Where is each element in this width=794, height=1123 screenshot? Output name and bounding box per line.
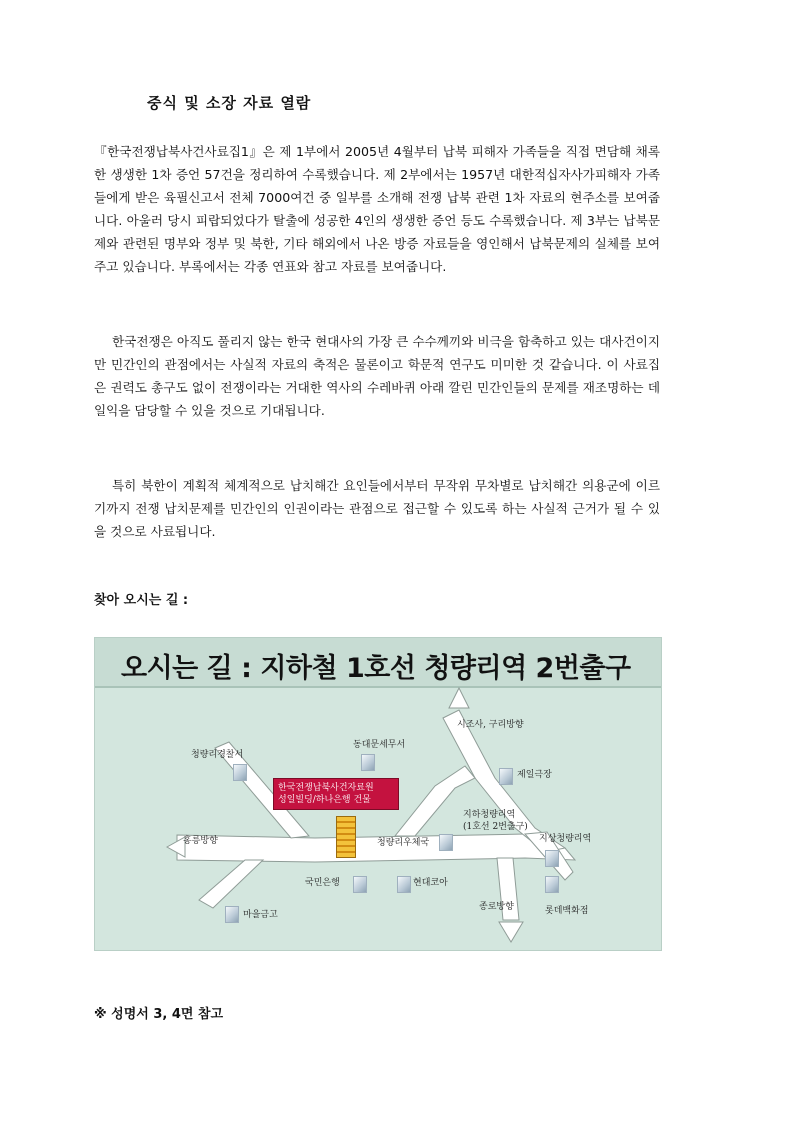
- arrow-north-icon: [449, 688, 469, 708]
- southwest-road: [199, 860, 263, 908]
- label-ground-station: 지상청량리역: [539, 834, 592, 844]
- building-icon: [545, 876, 559, 893]
- label-hongneung: 홍릉방향: [183, 836, 218, 846]
- label-subway-station: 지하청량리역: [463, 810, 516, 820]
- arrow-south-icon: [499, 922, 523, 942]
- callout-line-1: 한국전쟁납북사건자료원: [278, 783, 374, 793]
- label-saemaeul: 마을금고: [243, 910, 278, 920]
- building-icon: [361, 754, 375, 771]
- callout-line-2: 성일빌딩/하나은행 건물: [278, 795, 371, 805]
- building-icon: [499, 768, 513, 785]
- label-jongno: 종로방향: [479, 902, 514, 912]
- paragraph-3: 특히 북한이 계획적 체계적으로 납치해간 요인들에서부터 무작위 무차별로 납치해간 의용군에 이르기까지 전쟁 납치문제를 민간인의 인권이라는 관점으로 접근할 수 있도록 하는 사실적 근거가 될 수 있을 것으로 사료됩니다.: [94, 478, 660, 539]
- building-icon: [545, 850, 559, 867]
- label-jeil-theater: 제일극장: [517, 770, 552, 780]
- directions-map: [94, 637, 662, 951]
- map-title: 오시는 길 : 지하철 1호선 청량리역 2번출구: [121, 653, 631, 684]
- building-icon: [397, 876, 411, 893]
- building-icon: [233, 764, 247, 781]
- main-road: [177, 834, 575, 862]
- directions-label: 찾아 오시는 길 :: [94, 593, 189, 608]
- label-sijosa: 시조사, 구리방향: [457, 720, 524, 730]
- label-lotte: 롯데백화점: [545, 906, 589, 916]
- building-icon: [353, 876, 367, 893]
- label-cheongnyangni-police: 청량리경찰서: [191, 750, 244, 760]
- destination-callout: [273, 778, 399, 810]
- page-heading: 중식 및 소장 자료 열람: [147, 94, 312, 112]
- label-hyundai-coa: 현대코아: [413, 878, 448, 888]
- destination-building-icon: [336, 816, 356, 858]
- paragraph-1: 『한국전쟁납북사건사료집1』은 제 1부에서 2005년 4월부터 납북 피해자 가족들을 직접 면담해 채록한 생생한 1차 증언 57건을 정리하여 수록했습니다. 제 2부에서는 1957년 대한적십자사가피해자 가족들에게 받은 육필신고서 전체 7000여건 중 일부를 소개해 전쟁 납북 관련 1차 자료의 현주소를 보여줍니다. 아울러 당시 피랍되었다가 탈출에 성공한 4인의 생생한 증언 등도 수록했습니다. 제 3부는 납북문제와 관련된 명부와 정부 및 북한, 기타 해외에서 나온 방증 자료들을 영인해서 납북문제의 실체를 보여주고 있습니다. 부록에서는 각종 연표와 참고 자료를 보여줍니다.: [94, 144, 660, 274]
- label-subway-exit: (1호선 2번출구): [463, 822, 528, 832]
- label-post-office: 청량리우체국: [377, 838, 430, 848]
- building-icon: [225, 906, 239, 923]
- paragraph-2: 한국전쟁은 아직도 풀리지 않는 한국 현대사의 가장 큰 수수께끼와 비극을 함축하고 있는 대사건이지만 민간인의 관점에서는 사실적 자료의 축적은 물론이고 학문적 연구도 미미한 것 같습니다. 이 사료집은 권력도 총구도 없이 전쟁이라는 거대한 역사의 수레바퀴 아래 깔린 민간인들의 문제를 재조명하는 데 일익을 담당할 수 있을 것으로 기대됩니다.: [94, 334, 660, 418]
- building-icon: [439, 834, 453, 851]
- reference-note: ※ 성명서 3, 4면 참고: [94, 1007, 224, 1022]
- label-kookmin-bank: 국민은행: [305, 878, 340, 888]
- label-dongdaemun-tax: 동대문세무서: [353, 740, 406, 750]
